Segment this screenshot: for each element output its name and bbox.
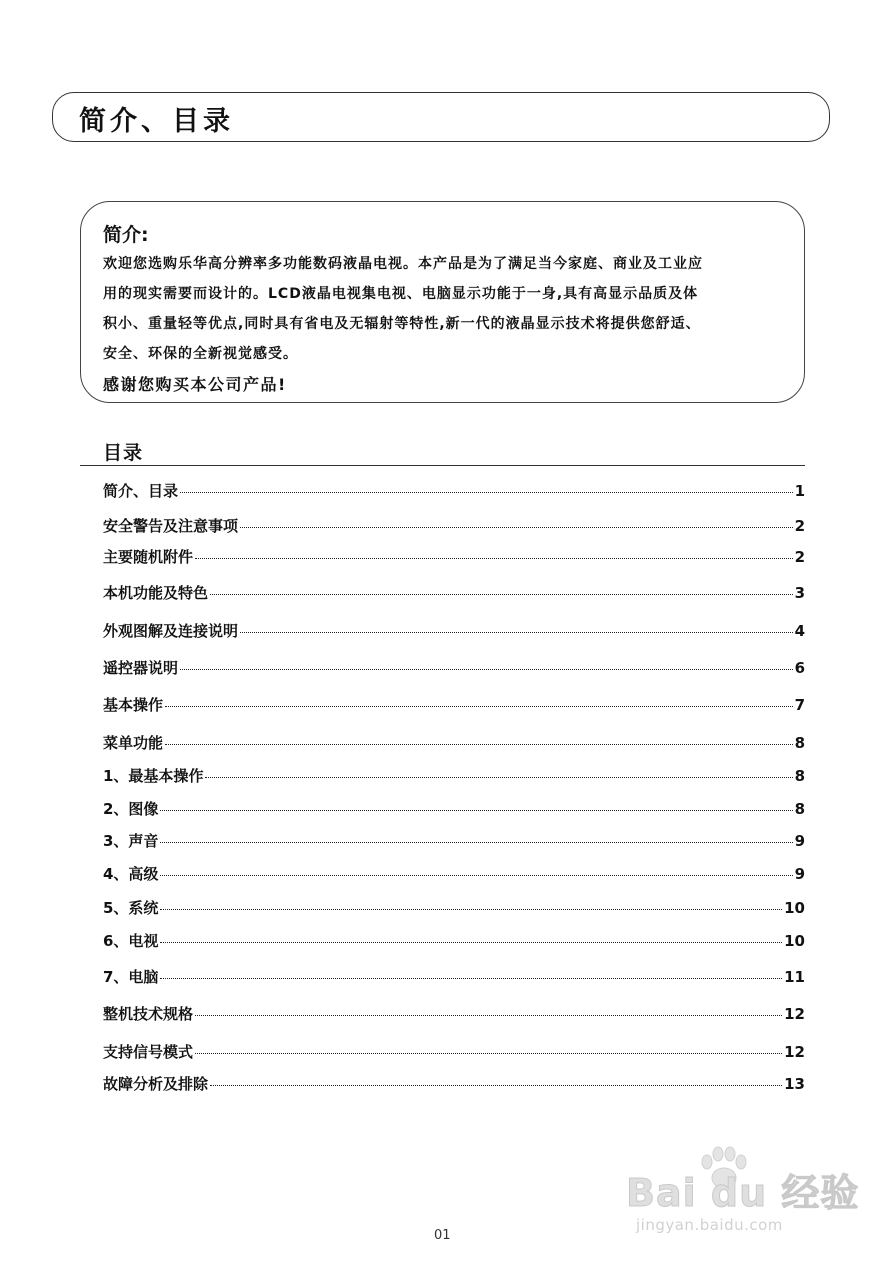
intro-paragraph-line: 用的现实需要而设计的。LCD液晶电视集电视、电脑显示功能于一身,具有高显示品质及体 <box>103 286 699 302</box>
watermark-brand: Bai du 经验 <box>626 1171 860 1215</box>
toc-entry[interactable] <box>103 863 805 883</box>
intro-box <box>80 201 805 403</box>
toc-entry[interactable] <box>103 765 805 785</box>
section-title-banner <box>52 92 830 142</box>
toc-entry-page: 8 <box>794 767 805 785</box>
toc-entry-label: 支持信号模式 <box>103 1043 194 1061</box>
toc-entry-label: 主要随机附件 <box>103 548 194 566</box>
toc-entry[interactable] <box>103 732 805 752</box>
toc-entry[interactable] <box>103 620 805 640</box>
toc-entry-page: 8 <box>794 800 805 818</box>
toc-entry-page: 10 <box>784 899 805 917</box>
toc-leader-dots <box>160 909 782 910</box>
intro-thanks: 感谢您购买本公司产品! <box>103 375 287 394</box>
toc-leader-dots <box>180 492 793 493</box>
toc-heading: 目录 <box>103 442 144 464</box>
toc-entry[interactable] <box>103 930 805 950</box>
toc-entry-page: 1 <box>794 482 805 500</box>
toc-entry[interactable] <box>103 1041 805 1061</box>
toc-entry-page: 3 <box>794 584 805 602</box>
toc-leader-dots <box>165 706 793 707</box>
toc-entry-page: 6 <box>794 659 805 677</box>
toc-entry[interactable] <box>103 830 805 850</box>
toc-entry[interactable] <box>103 480 805 500</box>
toc-leader-dots <box>240 527 793 528</box>
toc-leader-dots <box>160 810 792 811</box>
toc-entry[interactable] <box>103 657 805 677</box>
toc-entry[interactable] <box>103 1073 805 1093</box>
toc-entry[interactable] <box>103 546 805 566</box>
toc-entry-label: 1、最基本操作 <box>103 767 204 785</box>
toc-leader-dots <box>160 942 782 943</box>
toc-entry-page: 13 <box>784 1075 805 1093</box>
toc-entry-label: 遥控器说明 <box>103 659 179 677</box>
toc-entry-page: 11 <box>784 968 805 986</box>
toc-entry-page: 2 <box>794 548 805 566</box>
toc-entry-label: 菜单功能 <box>103 734 164 752</box>
toc-entry[interactable] <box>103 966 805 986</box>
toc-entry[interactable] <box>103 515 805 535</box>
toc-entry[interactable] <box>103 1003 805 1023</box>
intro-paragraph-line: 安全、环保的全新视觉感受。 <box>103 346 298 362</box>
toc-entry-page: 9 <box>794 865 805 883</box>
toc-entry-page: 12 <box>784 1005 805 1023</box>
toc-entry-label: 基本操作 <box>103 696 164 714</box>
toc-entry[interactable] <box>103 897 805 917</box>
toc-entry-label: 本机功能及特色 <box>103 584 209 602</box>
toc-leader-dots <box>160 875 792 876</box>
toc-entry-page: 4 <box>794 622 805 640</box>
toc-leader-dots <box>165 744 793 745</box>
intro-heading: 简介: <box>103 224 149 246</box>
toc-entry-label: 外观图解及连接说明 <box>103 622 239 640</box>
toc-leader-dots <box>160 978 782 979</box>
toc-leader-dots <box>210 1085 782 1086</box>
toc-entry-label: 整机技术规格 <box>103 1005 194 1023</box>
toc-leader-dots <box>180 669 793 670</box>
page-title: 简介、目录 <box>79 106 234 137</box>
toc-entry-page: 9 <box>794 832 805 850</box>
toc-entry-label: 安全警告及注意事项 <box>103 517 239 535</box>
toc-entry-label: 3、声音 <box>103 832 159 850</box>
baidu-jingyan-watermark <box>626 1146 860 1242</box>
toc-entry[interactable] <box>103 798 805 818</box>
toc-entry-label: 7、电脑 <box>103 968 159 986</box>
toc-entry-page: 12 <box>784 1043 805 1061</box>
toc-leader-dots <box>210 594 793 595</box>
page-number: 01 <box>434 1228 451 1243</box>
toc-leader-dots <box>195 558 793 559</box>
toc-entry-page: 8 <box>794 734 805 752</box>
toc-entry-label: 2、图像 <box>103 800 159 818</box>
toc-entry-page: 7 <box>794 696 805 714</box>
toc-entry-label: 4、高级 <box>103 865 159 883</box>
toc-divider <box>80 465 805 466</box>
toc-entry-label: 故障分析及排除 <box>103 1075 209 1093</box>
toc-entry-label: 简介、目录 <box>103 482 179 500</box>
toc-entry-label: 5、系统 <box>103 899 159 917</box>
watermark-url: jingyan.baidu.com <box>636 1216 783 1234</box>
toc-entry-label: 6、电视 <box>103 932 159 950</box>
toc-entry-page: 2 <box>794 517 805 535</box>
toc-entry[interactable] <box>103 582 805 602</box>
toc-entry-page: 10 <box>784 932 805 950</box>
toc-leader-dots <box>205 777 792 778</box>
toc-leader-dots <box>195 1053 782 1054</box>
toc-entry[interactable] <box>103 694 805 714</box>
toc-leader-dots <box>240 632 793 633</box>
intro-paragraph-line: 积小、重量轻等优点,同时具有省电及无辐射等特性,新一代的液晶显示技术将提供您舒适、 <box>103 316 701 332</box>
intro-paragraph-line: 欢迎您选购乐华高分辨率多功能数码液晶电视。本产品是为了满足当今家庭、商业及工业应 <box>103 256 703 272</box>
toc-leader-dots <box>195 1015 782 1016</box>
toc-leader-dots <box>160 842 792 843</box>
